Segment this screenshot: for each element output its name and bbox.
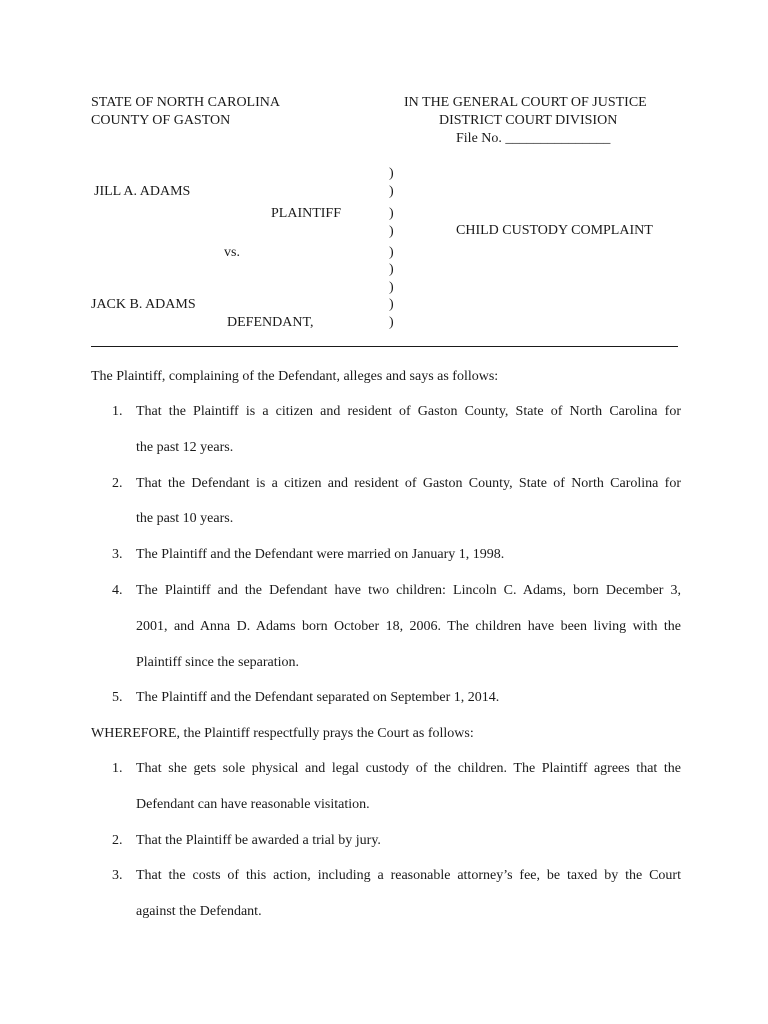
- defendant-name: JACK B. ADAMS: [91, 297, 196, 312]
- allegation-text: 2001, and Anna D. Adams born October 18, 2006. The children have been living with the: [136, 618, 681, 634]
- allegation-text: The Plaintiff and the Defendant were married on January 1, 1998.: [136, 547, 505, 563]
- wherefore-paragraph: WHEREFORE, the Plaintiff respectfully prays the Court as follows:: [91, 726, 474, 741]
- document-title: CHILD CUSTODY COMPLAINT: [456, 223, 653, 238]
- caption-parenthesis: ): [389, 315, 394, 330]
- caption-parenthesis: ): [389, 297, 394, 312]
- court-heading: IN THE GENERAL COURT OF JUSTICE: [404, 95, 647, 110]
- allegation-number: 4.: [112, 583, 123, 598]
- prayer-number: 2.: [112, 832, 123, 848]
- caption-parenthesis: ): [389, 280, 394, 295]
- allegation-text: the past 12 years.: [136, 439, 234, 455]
- prayer-text: That she gets sole physical and legal custody of the children. The Plaintiff agrees that the: [136, 761, 681, 776]
- allegation-number: 5.: [112, 690, 123, 706]
- prayer-number: 3.: [112, 868, 123, 884]
- allegation-text: That the Defendant is a citizen and resident of Gaston County, State of North Carolina for: [136, 475, 681, 491]
- prayer-number: 1.: [112, 761, 123, 776]
- versus-label: vs.: [224, 245, 240, 260]
- prayer-text: Defendant can have reasonable visitation.: [136, 796, 370, 812]
- allegation-number: 2.: [112, 475, 123, 491]
- caption-parenthesis: ): [389, 245, 394, 260]
- file-number-blank: _______________: [505, 131, 611, 146]
- allegation-text: the past 10 years.: [136, 511, 234, 527]
- state-heading: STATE OF NORTH CAROLINA: [91, 95, 280, 110]
- intro-paragraph: The Plaintiff, complaining of the Defendant, alleges and says as follows:: [91, 369, 499, 384]
- caption-parenthesis: ): [389, 224, 394, 239]
- caption-parenthesis: ): [389, 206, 394, 221]
- allegation-text: Plaintiff since the separation.: [136, 654, 300, 670]
- allegation-text: That the Plaintiff is a citizen and resident of Gaston County, State of North Carolina for: [136, 404, 681, 419]
- prayer-text: That the costs of this action, including a reasonable attorney’s fee, be taxed by the Court: [136, 868, 681, 884]
- county-heading: COUNTY OF GASTON: [91, 113, 231, 128]
- file-number: [456, 130, 610, 148]
- caption-parenthesis: ): [389, 262, 394, 277]
- allegation-number: 1.: [112, 404, 123, 419]
- caption-divider: [91, 346, 678, 347]
- allegation-text: The Plaintiff and the Defendant have two children: Lincoln C. Adams, born December 3,: [136, 583, 681, 598]
- allegation-text: The Plaintiff and the Defendant separated on September 1, 2014.: [136, 690, 500, 706]
- defendant-role: DEFENDANT,: [227, 315, 314, 330]
- prayer-text: That the Plaintiff be awarded a trial by jury.: [136, 832, 381, 848]
- division-heading: DISTRICT COURT DIVISION: [439, 113, 618, 128]
- file-number-label: File No.: [456, 131, 502, 146]
- prayer-text: against the Defendant.: [136, 904, 262, 920]
- plaintiff-name: JILL A. ADAMS: [94, 184, 191, 199]
- caption-parenthesis: ): [389, 184, 394, 199]
- caption-parenthesis: ): [389, 166, 394, 181]
- plaintiff-role: PLAINTIFF: [271, 206, 342, 221]
- allegation-number: 3.: [112, 547, 123, 563]
